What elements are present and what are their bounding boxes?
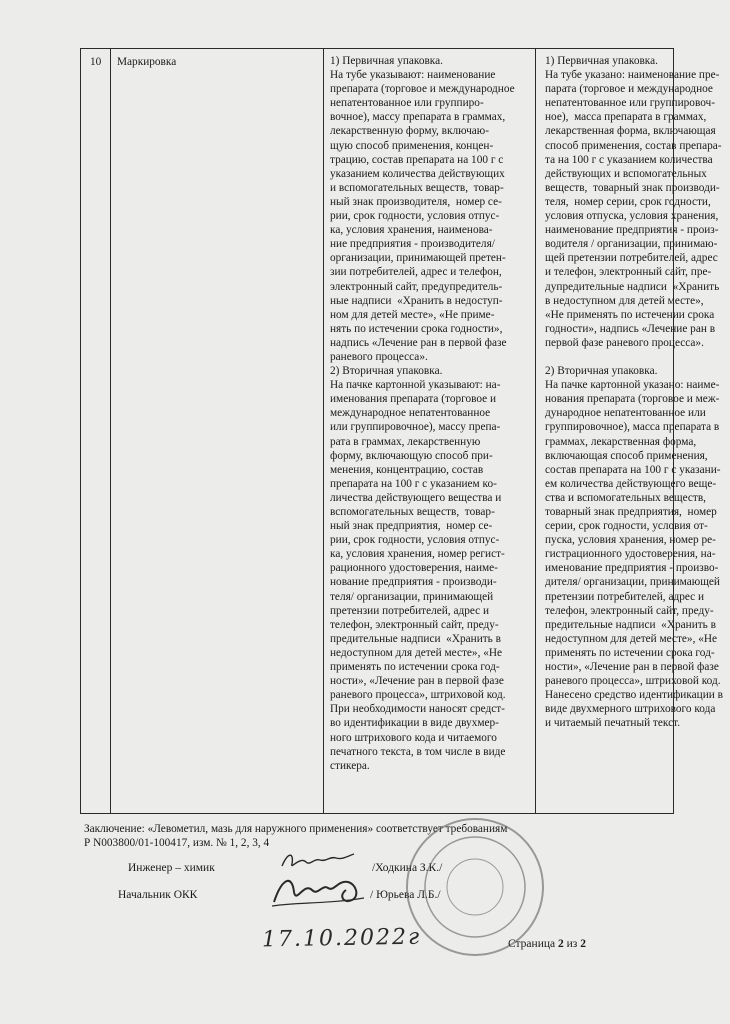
actual-cell xyxy=(536,49,723,813)
page-prefix: Страница xyxy=(508,938,556,950)
conclusion-line-2: Р N003800/01-100417, изм. № 1, 2, 3, 4 xyxy=(84,837,270,849)
signature-2-icon xyxy=(268,872,368,910)
handwritten-date: 17.10.2022г xyxy=(261,924,422,953)
signer-position-1: Инженер – химик xyxy=(128,862,215,874)
signature-1-icon xyxy=(278,848,358,874)
row-name: Маркировка xyxy=(117,56,177,68)
signer-position-2: Начальник ОКК xyxy=(118,889,198,901)
signer-name-2: / Юрьева Л.Б./ xyxy=(370,889,441,901)
row-number-cell xyxy=(81,49,111,813)
requirement-text: 1) Первичная упаковка. На тубе указывают: наименование препарата (торговое и международное непатентованное или группиро- вочное), массу препарата в граммах, лекарственную форму, включаю- щую способ применения, концен- трацию, состав препарата на 100 г с указанием количества действующих и вспомогательных веществ, товар- ный знак производителя, номер се- рии, срок годности, условия отпус- ка, условия хранения, наименова- ние предприятия - производителя/ организации, принимающей претен- зии потребителей, адрес и телефон, электронный сайт, предупредитель- ные надписи «Хранить в недоступ- ном для детей месте», «Не приме- нять по истечении срока годности», надпись «Лечение ран в первой фазе раневого процесса». 2) Вторичная упаковка. На пачке картонной указывают: на- именования препарата (торговое и международное непатентованное или группировочное), массу препа- рата в граммах, лекарственную форму, включающую способ при- менения, концентрацию, состав препарата на 100 г с указанием ко- личества действующего вещества и вспомогательных веществ, товар- ный знак предприятия, номер се- рии, срок годности, условия отпус- ка, условия хранения, номер регист- рационного удостоверения, наиме- нование предприятия - производи- теля/ организации, принимающей претензии потребителей, адрес и телефон, электронный сайт, преду- предительные надписи «Хранить в недоступном для детей месте», «Не применять по истечении срока год- ности», «Лечение ран в первой фазе раневого процесса», штриховой код. При необходимости наносят средст- во идентификации в виде двухмер- ного штрихового кода и читаемого печатного текста, в том числе в виде стикера. xyxy=(330,55,515,772)
requirement-cell xyxy=(324,49,536,813)
row-number: 10 xyxy=(90,56,102,68)
page-number xyxy=(508,938,586,950)
specification-table xyxy=(80,48,723,814)
page-total: 2 xyxy=(580,938,586,950)
actual-text: 1) Первичная упаковка. На тубе указано: наименование пре- парата (торговое и международное непатентованное или группировоч- ное), масса препарата в граммах, лекарственная форма, включающая способ применения, состав препара- та на 100 г с указанием количества действующих и вспомогательных веществ, товарный знак производи- теля, номер серии, срок годности, условия отпуска, условия хранения, наименование предприятия - произ- водителя / организации, принимаю- щей претензии потребителей, адрес и телефон, электронный сайт, пре- дупредительные надписи «Хранить в недоступном для детей месте», «Не применять по истечении срока годности», надпись «Лечение ран в первой фазе раневого процесса». 2) Вторичная упаковка. На пачке картонной указано: наиме- нования препарата (торговое и меж- дународное непатентованное или группировочное), масса препарата в граммах, лекарственная форма, включающая способ применения, состав препарата на 100 г с указани- ем количества действующего веще- ства и вспомогательных веществ, товарный знак предприятия, номер серии, срок годности, условия от- пуска, условия хранения, номер ре- гистрационного удостоверения, на- именование предприятия - произво- дителя/ организации, принимающей претензии потребителей, адрес и телефон, электронный сайт, преду- предительные надписи «Хранить в недоступном для детей месте», «Не применять по истечении срока год- ности», «Лечение ран в первой фазе раневого процесса», штриховой код. Нанесено средство идентификации в виде двухмерного штрихового кода и читаемый печатный текст. xyxy=(545,55,723,730)
page-current: 2 xyxy=(557,938,564,950)
page-sep: из xyxy=(566,938,578,950)
row-name-cell xyxy=(111,49,324,813)
conclusion-line-1: Заключение: «Левометил, мазь для наружного применения» соответствует требованиям xyxy=(84,823,508,835)
signer-name-1: /Ходкина З.К./ xyxy=(372,862,443,874)
